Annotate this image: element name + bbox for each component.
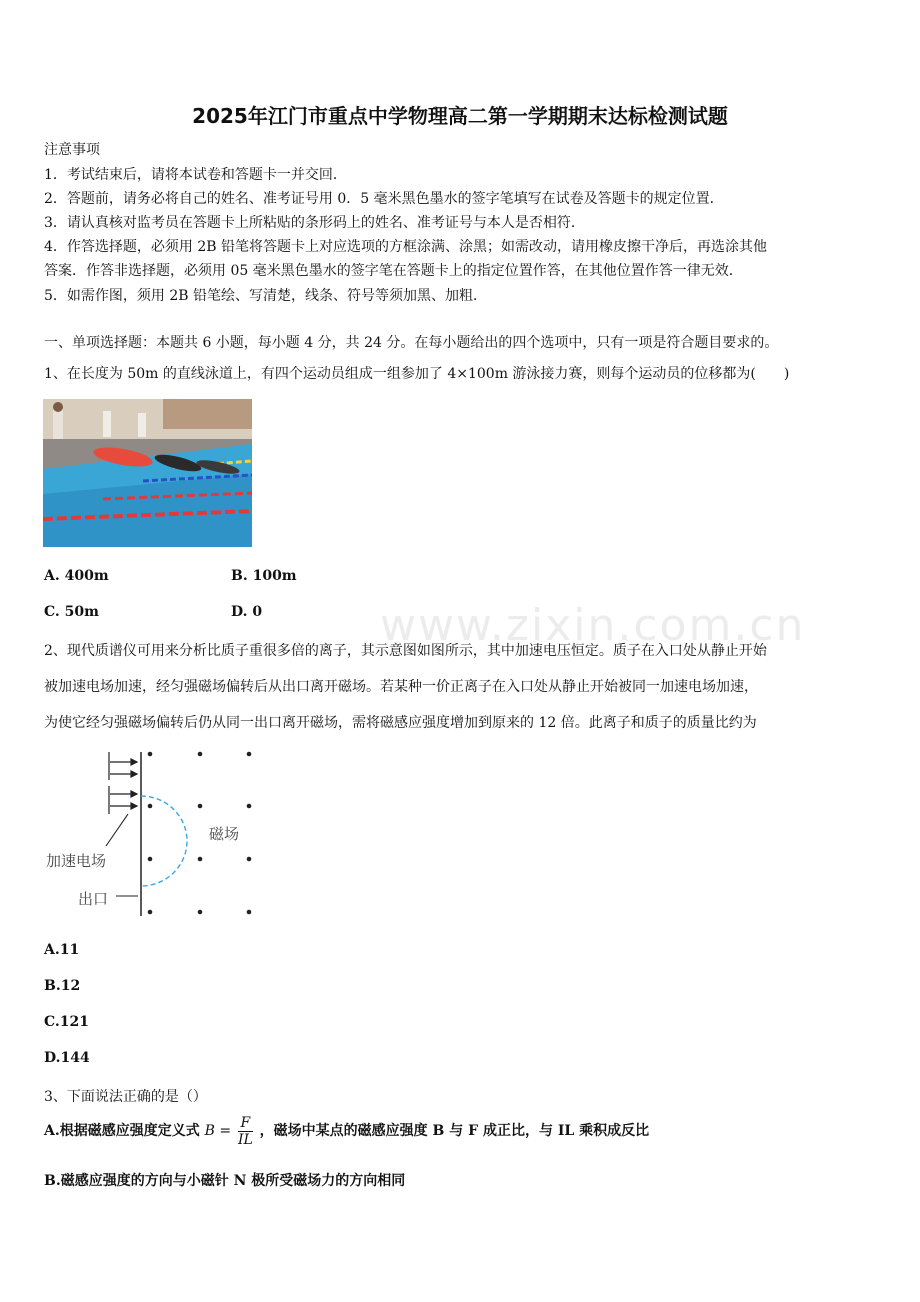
- q3-option-b: B.磁感应强度的方向与小磁针 N 极所受磁场力的方向相同: [44, 1173, 406, 1189]
- formula-denominator: IL: [237, 1131, 253, 1148]
- q3-option-a: [44, 1114, 884, 1148]
- q2-stem-line-3: 为使它经匀强磁场偏转后仍从同一出口离开磁场，需将磁感应强度增加到原来的 12 倍。此离子和质子的质量比约为: [44, 715, 757, 731]
- q2-option-c: C.121: [44, 1014, 89, 1030]
- diagram-accel-label: 加速电场: [46, 852, 107, 870]
- notice-item-1: 1．考试结束后，请将本试卷和答题卡一并交回．: [44, 167, 347, 183]
- notice-item-3: 3．请认真核对监考员在答题卡上所粘贴的条形码上的姓名、准考证号与本人是否相符．: [44, 215, 585, 231]
- q1-option-c: C. 50m: [44, 604, 99, 620]
- notice-item-4-cont: 答案．作答非选择题，必须用 05 毫米黑色墨水的签字笔在答题卡上的指定位置作答，在其他位置作答一律无效．: [44, 263, 743, 279]
- q2-option-a: A.11: [44, 942, 80, 958]
- q3-option-a-prefix: A.根据磁感应强度定义式: [44, 1123, 200, 1139]
- notice-item-5: 5．如需作图，须用 2B 铅笔绘、写清楚，线条、符号等须加黑、加粗．: [44, 288, 488, 304]
- notice-item-2: 2．答题前，请务必将自己的姓名、准考证号用 0．5 毫米黑色墨水的签字笔填写在试卷及答题卡的规定位置．: [44, 191, 724, 207]
- q3-option-a-suffix: ，磁场中某点的磁感应强度 B 与 F 成正比，与 IL 乘积成反比: [259, 1123, 650, 1139]
- notice-item-4: 4．作答选择题，必须用 2B 铅笔将答题卡上对应选项的方框涂满、涂黑；如需改动，请用橡皮擦干净后，再选涂其他: [44, 239, 767, 255]
- diagram-exit-label: 出口: [78, 890, 109, 908]
- q1-option-a: A. 400m: [44, 568, 109, 584]
- q2-option-d: D.144: [44, 1050, 90, 1066]
- section-heading: 一、单项选择题：本题共 6 小题，每小题 4 分，共 24 分。在每小题给出的四个选项中，只有一项是符合题目要求的。: [44, 335, 779, 351]
- notice-heading: 注意事项: [44, 142, 100, 158]
- q1-option-d: D. 0: [231, 604, 263, 620]
- q2-option-b: B.12: [44, 978, 81, 994]
- formula-fraction: [238, 1115, 253, 1148]
- diagram-field-label: 磁场: [209, 825, 240, 843]
- q1-option-b: B. 100m: [231, 568, 297, 584]
- watermark: www.zixin.com.cn: [380, 600, 806, 651]
- q2-stem-line-2: 被加速电场加速，经匀强磁场偏转后从出口离开磁场。若某种一价正离子在入口处从静止开始被同一加速电场加速，: [44, 679, 758, 695]
- swimming-photo: [43, 399, 252, 547]
- formula-numerator: F: [238, 1115, 253, 1132]
- q3-stem: 3、下面说法正确的是（）: [44, 1089, 207, 1105]
- q1-stem: 1、在长度为 50m 的直线泳道上，有四个运动员组成一组参加了 4×100m 游泳接力赛，则每个运动员的位移都为( ): [44, 366, 790, 382]
- formula-lhs: B =: [204, 1123, 232, 1139]
- mass-spectrometer-diagram: [44, 744, 264, 920]
- q2-stem-line-1: 2、现代质谱仪可用来分析比质子重很多倍的离子，其示意图如图所示，其中加速电压恒定。质子在入口处从静止开始: [44, 643, 767, 659]
- page-title: 2025年江门市重点中学物理高二第一学期期末达标检测试题: [192, 104, 728, 128]
